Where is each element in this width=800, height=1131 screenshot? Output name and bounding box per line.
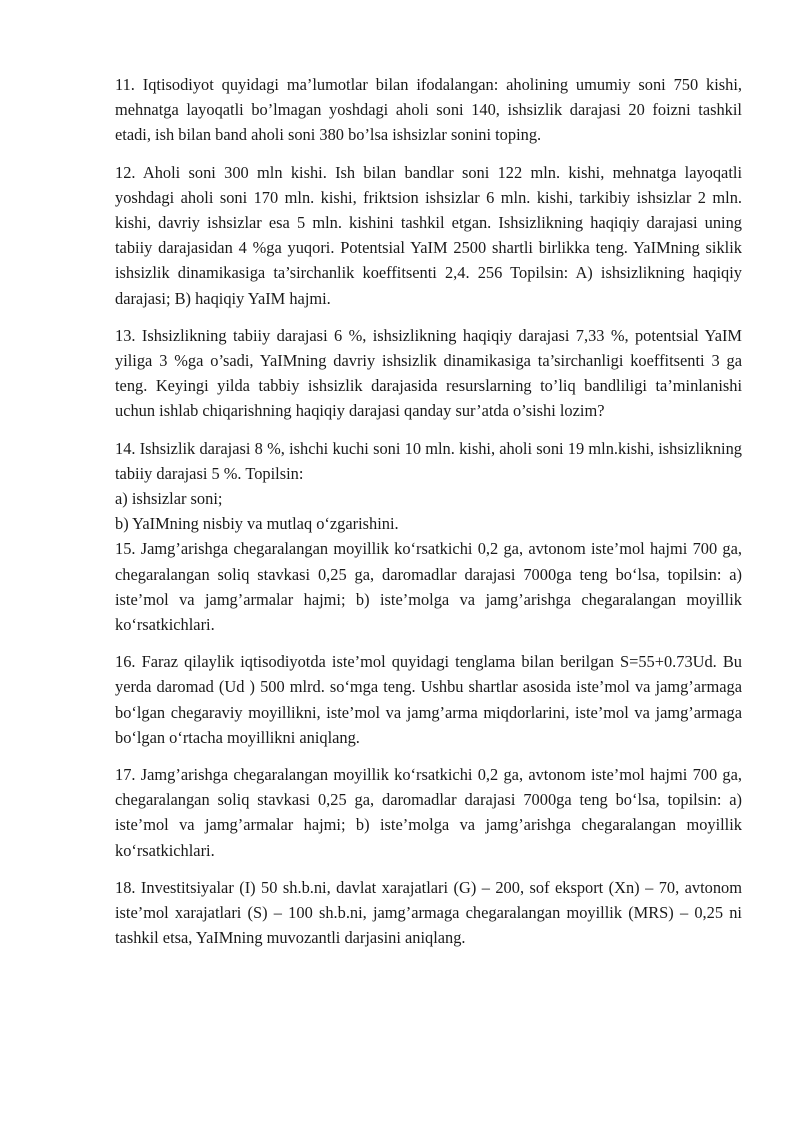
problem-14-text: 14. Ishsizlik darajasi 8 %, ishchi kuchi soni 10 mln. kishi, aholi soni 19 mln.kishi, ishsizlikning tabiiy darajasi 5 %. Topilsin: [115, 438, 742, 483]
problem-17: 17. Jamg’arishga chegaralangan moyillik ko‘rsatkichi 0,2 ga, avtonom iste’mol hajmi 700 ga, chegaralangan soliq stavkasi 0,25 ga, daromadlar darajasi 7000ga teng bo‘lsa, topilsin: a) iste’mol va jamg’armalar hajmi; b) iste’molga va jamg’arishga chegaralangan moyillik ko‘rsatkichlari. [115, 765, 742, 860]
problem-13: 13. Ishsizlikning tabiiy darajasi 6 %, ishsizlikning haqiqiy darajasi 7,33 %, potentsial YaIM yiliga 3 %ga o’sadi, YaIMning davriy ishsizlik dinamikasiga ta’sirchanligi koeffitsenti 3 ga teng. Keyingi yilda tabbiy ishsizlik darajasida resurslarning to’liq bandliligi ta’minlanishi uchun ishlab chiqarishning haqiqiy darajasi qanday sur’atda o’sishi lozim? [115, 325, 742, 421]
problem-15: 15. Jamg’arishga chegaralangan moyillik ko‘rsatkichi 0,2 ga, avtonom iste’mol hajmi 700 ga, chegaralangan soliq stavkasi 0,25 ga, daromadlar darajasi 7000ga teng bo‘lsa, topilsin: a) iste’mol va jamg’armalar hajmi; b) iste’molga va jamg’arishga chegaralangan moyillik ko‘rsatkichlari. [115, 539, 742, 635]
problem-12: 12. Aholi soni 300 mln kishi. Ish bilan bandlar soni 122 mln. kishi, mehnatga layoqatli yoshdagi aholi soni 170 mln. kishi, friktsion ishsizlar 6 mln. kishi, tarkibiy ishsizlar 2 mln. kishi, davriy ishsizlar esa 5 mln. kishini tashkil etgan. Ishsizlikning haqiqiy darajasi uning tabiiy darajasidan 4 %ga yuqori. Potentsial YaIM 2500 shartli birlikka teng. YaIMning siklik ishsizlik dinamikasiga ta’sirchanlik koeffitsenti 2,4. 256 Topilsin: A) ishsizlikning haqiqiy darajasi; B) haqiqiy YaIM hajmi. [115, 162, 742, 308]
problem-11: 11. Iqtisodiyot quyidagi ma’lumotlar bilan ifodalangan: aholining umumiy soni 750 kishi, mehnatga layoqatli bo’lmagan yoshdagi aholi soni 140, ishsizlik darajasi 20 foizni tashkil etadi, ish bilan band aholi soni 380 bo’lsa ishsizlar sonini toping. [115, 75, 742, 145]
problem-14 [115, 436, 742, 537]
problem-16: 16. Faraz qilaylik iqtisodiyotda iste’mol quyidagi tenglama bilan berilgan S=55+0.73Ud. Bu yerda daromad (Ud ) 500 mlrd. so‘mga teng. Ushbu shartlar asosida iste’mol va jamg’armaga bo‘lgan chegaraviy moyillikni, iste’mol va jamg’arma miqdorlarini, iste’mol va jamg’armaga bo‘lgan o‘rtacha moyillikni aniqlang. [115, 652, 742, 747]
problem-18: 18. Investitsiyalar (I) 50 sh.b.ni, davlat xarajatlari (G) – 200, sof eksport (Xn) – 70, avtonom iste’mol xarajatlari (S) – 100 sh.b.ni, jamg’armaga chegaralangan moyillik (MRS) – 0,25 ni tashkil etsa, YaIMning muvozantli darjasini aniqlang. [115, 877, 742, 948]
problem-14-part-a: a) ishsizlar soni; [115, 489, 223, 509]
document-page [115, 72, 742, 963]
problem-14-part-b: b) YaIMning nisbiy va mutlaq o‘zgarishini. [115, 514, 399, 534]
